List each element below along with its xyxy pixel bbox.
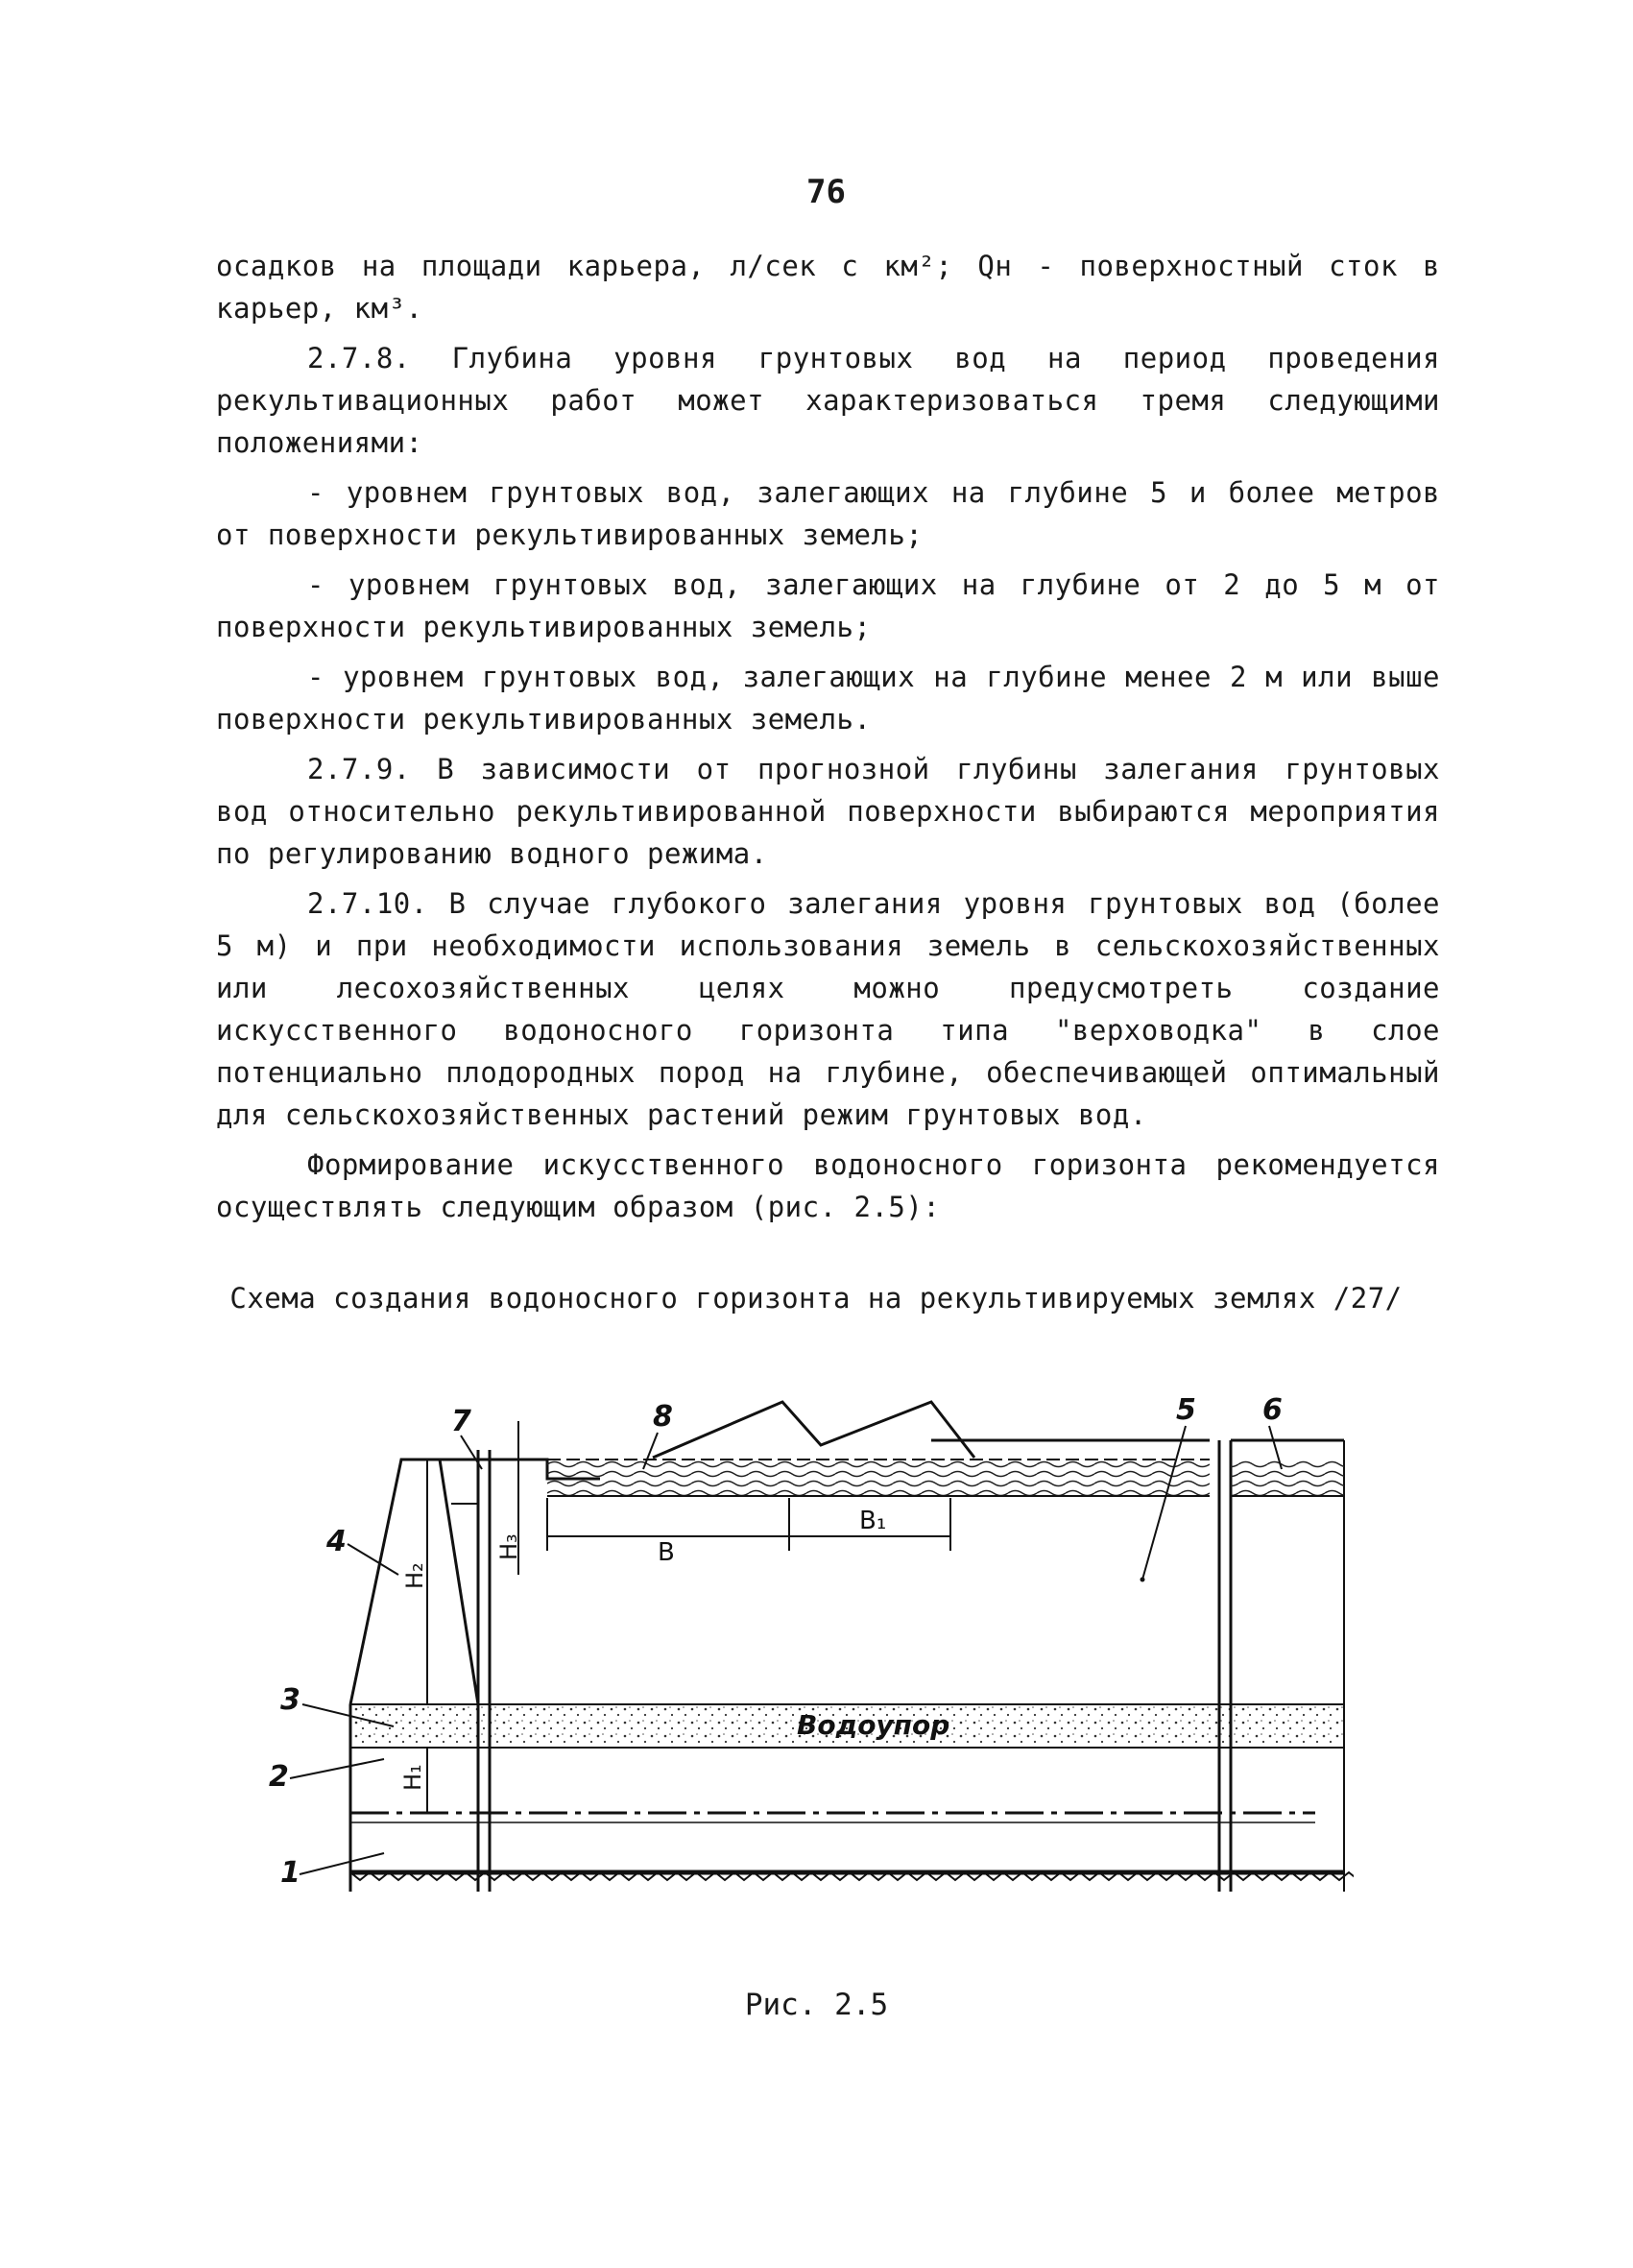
dimension-b — [547, 1498, 950, 1567]
callout-2 — [269, 1759, 384, 1794]
svg-text:8: 8 — [653, 1400, 673, 1434]
svg-text:6: 6 — [1262, 1393, 1283, 1427]
bedrock-layer — [350, 1872, 1354, 1880]
list-item-depth-2m: - уровнем грунтовых вод, залегающих на глубине менее 2 м или выше поверхности рекультивированных земель. — [216, 661, 1440, 736]
right-well — [1219, 1440, 1231, 1892]
svg-text:5: 5 — [1176, 1393, 1196, 1427]
aquitard-layer — [350, 1704, 1344, 1748]
fertile-layer-8 — [547, 1402, 1210, 1496]
callout-6 — [1262, 1393, 1283, 1469]
svg-text:2: 2 — [269, 1760, 289, 1794]
paragraph-2-7-9: 2.7.9. В зависимости от прогнозной глубины залегания грунтовых вод относительно рекультивированной поверхности выбираются мероприятия по регулированию водного режима. — [216, 753, 1440, 870]
label-H2: H₂ — [401, 1562, 428, 1589]
svg-text:1: 1 — [280, 1856, 300, 1890]
paragraph-2-7-8: 2.7.8. Глубина уровня грунтовых вод на период проведения рекультивационных работ может характеризоваться тремя следующими положениями: — [216, 342, 1440, 459]
label-B: B — [658, 1538, 675, 1567]
figure-caption: Рис. 2.5 — [744, 1988, 889, 2022]
svg-text:3: 3 — [280, 1683, 300, 1717]
list-item-depth-5m: - уровнем грунтовых вод, залегающих на глубине 5 и более метров от поверхности рекультивированных земель; — [216, 476, 1440, 551]
svg-text:4: 4 — [326, 1525, 347, 1558]
label-H3: H₃ — [495, 1533, 522, 1560]
label-B1: B₁ — [859, 1507, 887, 1535]
list-item-depth-2-5m: - уровнем грунтовых вод, залегающих на глубине от 2 до 5 м от поверхности рекультивированных земель; — [216, 568, 1440, 643]
aquifer-scheme-figure — [259, 1383, 1354, 1959]
figure-title: Схема создания водоносного горизонта на рекультивируемых землях /27/ — [229, 1282, 1403, 1315]
label-H1: H₁ — [399, 1764, 426, 1791]
drainage-well-7 — [478, 1450, 490, 1892]
paragraph-formation: Формирование искусственного водоносного горизонта рекомендуется осуществлять следующим образом (рис. 2.5): — [216, 1148, 1440, 1223]
surface-layer-6 — [1231, 1440, 1344, 1496]
svg-text:7: 7 — [451, 1405, 471, 1438]
body-text — [216, 245, 1440, 1236]
paragraph-continuation: осадков на площади карьера, л/сек с км²; Qн - поверхностный сток в карьер, км³. — [216, 250, 1440, 325]
groundwater-level-line — [350, 1813, 1315, 1822]
aquitard-label: Водоупор — [797, 1709, 950, 1741]
paragraph-2-7-10: 2.7.10. В случае глубокого залегания уровня грунтовых вод (более 5 м) и при необходимости использования земель в сельскохозяйственных или лесохозяйственных целях можно предусмотреть создание искусственного водоносного горизонта типа "верховодка" в слое потенциально плодородных пород на глубине, обеспечивающей оптимальный для сельскохозяйственных растений режим грунтовых вод. — [216, 887, 1440, 1131]
page-number: 76 — [806, 173, 846, 211]
